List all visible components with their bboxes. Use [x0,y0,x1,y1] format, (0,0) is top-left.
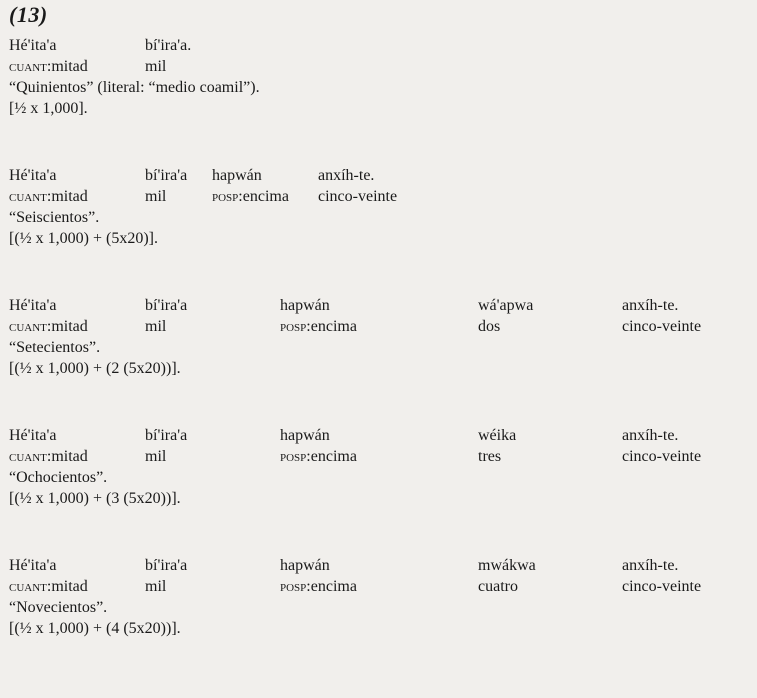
example-gloss [9,578,88,596]
example-word: Hé'ita'a [9,297,57,314]
gloss-text: :encima [306,448,357,465]
example-word: wéika [478,427,517,444]
example-translation: “Seiscientos”. [9,209,100,226]
example-translation: “Novecientos”. [9,599,108,616]
example-word: wá'apwa [478,297,534,314]
gloss-text: :mitad [46,188,88,205]
gloss-text: cinco-veinte [318,188,398,205]
example-word: bí'ira'a. [145,37,192,54]
example-gloss [9,448,88,466]
gloss-text: :mitad [46,578,88,595]
example-word: Hé'ita'a [9,427,57,444]
example-word: bí'ira'a [145,297,188,314]
example-word: bí'ira'a [145,557,188,574]
gloss-abbreviation: posp [280,318,307,335]
example-gloss [9,188,88,206]
example-gloss [622,578,701,596]
example-word: bí'ira'a [145,167,188,184]
example-gloss [478,318,500,336]
example-gloss [145,58,166,76]
example-formula: [(½ x 1,000) + (3 (5x20))]. [9,490,181,507]
gloss-abbreviation: posp [212,188,239,205]
example-word: Hé'ita'a [9,37,57,54]
example-word: Hé'ita'a [9,167,57,184]
gloss-text: mil [145,188,167,205]
gloss-text: mil [145,448,167,465]
example-word: hapwán [280,557,330,574]
example-translation: “Ochocientos”. [9,469,108,486]
example-word: mwákwa [478,557,536,574]
gloss-text: cinco-veinte [622,448,702,465]
example-gloss [622,448,701,466]
example-gloss [318,188,397,206]
example-gloss [280,318,357,336]
example-gloss [145,448,166,466]
example-word: hapwán [280,297,330,314]
gloss-text: mil [145,578,167,595]
example-formula: [½ x 1,000]. [9,100,88,117]
example-word: hapwán [280,427,330,444]
gloss-text: :mitad [46,318,88,335]
gloss-text: :mitad [46,58,88,75]
gloss-text: tres [478,448,502,465]
example-translation: “Quinientos” (literal: “medio coamil”). [9,79,260,96]
gloss-text: cinco-veinte [622,318,702,335]
gloss-abbreviation: cuant [9,448,47,465]
example-word: anxíh-te. [622,297,679,314]
gloss-text: :encima [306,318,357,335]
example-gloss [145,578,166,596]
gloss-abbreviation: posp [280,578,307,595]
example-word: anxíh-te. [622,427,679,444]
example-word: anxíh-te. [318,167,375,184]
example-gloss [145,188,166,206]
gloss-abbreviation: cuant [9,188,47,205]
example-formula: [(½ x 1,000) + (5x20)]. [9,230,158,247]
example-formula: [(½ x 1,000) + (2 (5x20))]. [9,360,181,377]
example-gloss [9,58,88,76]
example-word: hapwán [212,167,262,184]
example-word: bí'ira'a [145,427,188,444]
gloss-text: dos [478,318,501,335]
gloss-abbreviation: cuant [9,58,47,75]
example-gloss [212,188,289,206]
gloss-text: cuatro [478,578,518,595]
gloss-text: mil [145,58,167,75]
example-word: anxíh-te. [622,557,679,574]
gloss-abbreviation: posp [280,448,307,465]
example-gloss [145,318,166,336]
gloss-text: mil [145,318,167,335]
example-number: (13) [9,2,48,27]
gloss-text: cinco-veinte [622,578,702,595]
example-translation: “Setecientos”. [9,339,101,356]
gloss-text: :encima [306,578,357,595]
gloss-text: :mitad [46,448,88,465]
example-gloss [622,318,701,336]
example-gloss [478,448,501,466]
gloss-abbreviation: cuant [9,318,47,335]
example-word: Hé'ita'a [9,557,57,574]
example-gloss [280,578,357,596]
example-gloss [9,318,88,336]
gloss-abbreviation: cuant [9,578,47,595]
gloss-text: :encima [238,188,289,205]
example-gloss [280,448,357,466]
example-formula: [(½ x 1,000) + (4 (5x20))]. [9,620,181,637]
example-gloss [478,578,518,596]
